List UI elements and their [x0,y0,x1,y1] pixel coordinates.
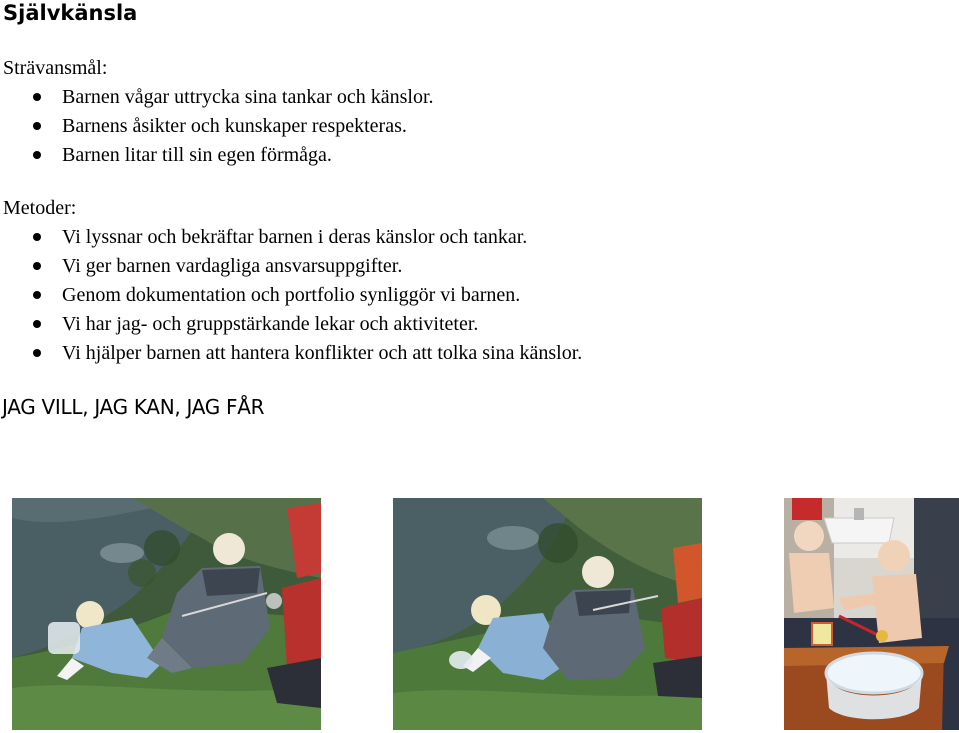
list-item-text: Barnen litar till sin egen förmåga. [62,144,332,166]
photo-children-fishing-closeup [393,498,702,730]
goals-list [0,85,434,172]
bullet-icon [33,349,41,357]
list-item-text: Vi har jag- och gruppstärkande lekar och aktiviteter. [62,313,479,335]
bullet-icon [33,151,41,159]
list-item [0,254,582,283]
list-item-text: Vi hjälper barnen att hantera konflikter och att tolka sina känslor. [62,342,583,364]
bullet-icon [33,320,41,328]
methods-label: Metoder: [3,197,77,219]
bullet-icon [33,262,41,270]
bullet-icon [33,291,41,299]
list-item [0,312,582,341]
list-item [0,143,434,172]
list-item-text: Genom dokumentation och portfolio synliggör vi barnen. [62,284,521,306]
list-item-text: Vi ger barnen vardagliga ansvarsuppgifter. [62,255,403,277]
list-item [0,283,582,312]
bullet-icon [33,122,41,130]
list-item [0,225,582,254]
list-item-text: Barnen vågar uttrycka sina tankar och känslor. [62,86,434,108]
photo-children-fishing [12,498,321,730]
methods-list [0,225,582,370]
list-item [0,341,582,370]
page-title: Självkänsla [3,1,138,25]
list-item [0,85,434,114]
list-item-text: Barnens åsikter och kunskaper respekteras. [62,115,407,137]
photo-children-water-play [784,498,959,730]
bullet-icon [33,93,41,101]
list-item [0,114,434,143]
list-item-text: Vi lyssnar och bekräftar barnen i deras känslor och tankar. [62,226,528,248]
goals-label: Strävansmål: [3,57,108,79]
motto-text: JAG VILL, JAG KAN, JAG FÅR [2,395,265,419]
bullet-icon [33,233,41,241]
